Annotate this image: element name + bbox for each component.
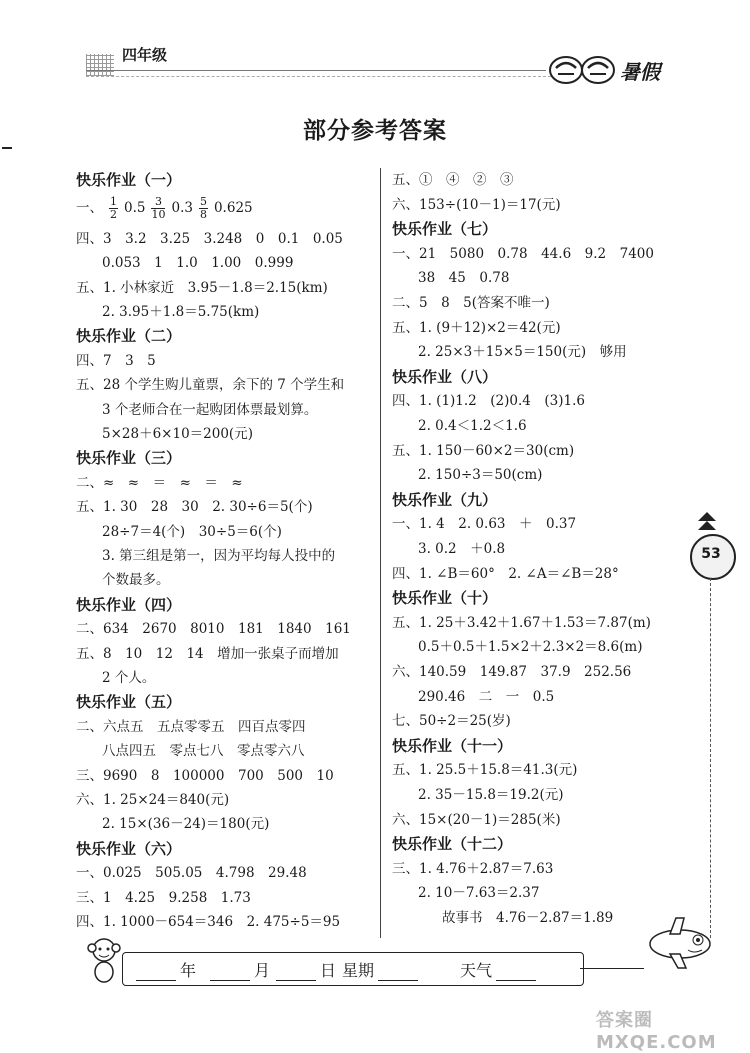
answer-line: 四、7 3 5 [76, 352, 156, 369]
weather-field[interactable] [460, 958, 540, 981]
answer-line: 一、 $\frac{1}{2}$ 0.5 $\frac{3}{10}$ 0.3 $\frac{5}{8}$ 0.625 [76, 195, 253, 222]
answer-line: 六、153÷(10－1)＝17(元) [392, 196, 561, 213]
answer-line: 八点四五 零点七八 零点零六八 [102, 743, 305, 760]
page-title: 部分参考答案 [303, 118, 447, 144]
column-divider [380, 168, 381, 938]
answer-line: 六、1. 25×24＝840(元) [76, 792, 230, 808]
answer-line: 2. 0.4＜1.2＜1.6 [418, 418, 527, 434]
answer-line: 290.46 二 一 0.5 [418, 688, 555, 705]
weekday-field[interactable] [342, 958, 422, 981]
answer-line: 二、六点五 五点零零五 四百点零四 [76, 718, 306, 735]
weather-label: 天气 [460, 961, 493, 980]
answer-line: 0.5＋0.5＋1.5×2＋2.3×2＝8.6(m) [418, 639, 643, 656]
answer-line: 一、21 5080 0.78 44.6 9.2 7400 [392, 245, 654, 262]
answer-line: 三、9690 8 100000 700 500 10 [76, 767, 334, 784]
answer-line: 2. 10－7.63＝2.37 [418, 885, 540, 902]
answer-line: 三、1 4.25 9.258 1.73 [76, 889, 251, 906]
answer-line: 四、1. (1)1.2 (2)0.4 (3)1.6 [392, 393, 585, 410]
answer-line: 2 个人。 [102, 670, 156, 686]
answer-line: 5×28＋6×10＝200(元) [102, 426, 253, 442]
brand-logo-icon [548, 52, 618, 84]
answer-line: 三、1. 4.76＋2.87＝7.63 [392, 860, 554, 877]
header-grid-ornament [86, 54, 114, 76]
section-heading: 快乐作业（九） [392, 490, 498, 509]
up-arrow-icon [698, 512, 716, 521]
answer-line: 一、0.025 505.05 4.798 29.48 [76, 865, 307, 882]
answer-line: 五、8 10 12 14 增加一张桌子而增加 [76, 645, 339, 662]
footer-rule [580, 968, 644, 969]
up-arrow-icon [698, 521, 716, 530]
answer-line: 五、1. 小林家近 3.95－1.8＝2.15(km) [76, 279, 328, 296]
margin-mark [2, 147, 12, 149]
answer-line: 五、① ④ ② ③ [392, 172, 514, 188]
section-heading: 快乐作业（十） [392, 589, 498, 608]
section-heading: 快乐作业（五） [76, 693, 182, 712]
month-label: 月 [254, 961, 271, 980]
answer-line: 五、28 个学生购儿童票，余下的 7 个学生和 [76, 377, 345, 394]
fraction: $\frac{1}{2}$ [110, 195, 117, 222]
watermark: 答案圈 MXQE.COM [596, 1010, 717, 1053]
answer-line: 五、1. 30 28 30 2. 30÷6＝5(个) [76, 499, 313, 516]
answer-line: 六、140.59 149.87 37.9 252.56 [392, 664, 632, 680]
section-heading: 快乐作业（二） [76, 327, 182, 346]
answer-line: 3. 第三组是第一，因为平均每人投中的 [102, 548, 336, 564]
answer-line: 五、1. (9＋12)×2＝42(元) [392, 319, 561, 336]
section-heading: 快乐作业（十一） [392, 736, 513, 755]
answer-line: 3 个老师合在一起购团体票最划算。 [102, 401, 318, 418]
answer-line: 七、50÷2＝25(岁) [392, 713, 511, 730]
answer-line: 2. 3.95＋1.8＝5.75(km) [102, 304, 260, 320]
answer-line: 五、1. 25.5＋15.8＝41.3(元) [392, 762, 578, 779]
year-label: 年 [180, 961, 197, 980]
answer-line: 五、1. 150－60×2＝30(cm) [392, 442, 575, 459]
weekday-label: 星期 [342, 961, 375, 980]
header-rule-dashed [86, 76, 556, 77]
day-label: 日 [320, 961, 337, 980]
answer-line: 四、1. ∠B＝60° 2. ∠A＝∠B＝28° [392, 565, 619, 582]
answer-line: 2. 15×(36－24)＝180(元) [102, 816, 270, 833]
answer-line: 六、15×(20－1)＝285(米) [392, 811, 561, 828]
answer-line: 四、1. 1000－654＝346 2. 475÷5＝95 [76, 914, 341, 930]
answer-line: 28÷7＝4(个) 30÷5＝6(个) [102, 523, 282, 540]
answer-line: 38 45 0.78 [418, 270, 510, 287]
answer-line: 2. 150÷3＝50(cm) [418, 467, 543, 484]
answer-line: 个数最多。 [102, 572, 170, 589]
answer-line: 0.053 1 1.0 1.00 0.999 [102, 255, 294, 272]
fraction: $\frac{3}{10}$ [151, 195, 166, 222]
answer-line: 故事书 4.76－2.87＝1.89 [442, 910, 614, 926]
airplane-mascot-icon [640, 912, 720, 972]
answer-line: 3. 0.2 ＋0.8 [418, 541, 506, 557]
year-field[interactable] [132, 958, 196, 981]
answer-line: 二、5 8 5(答案不唯一) [392, 295, 550, 311]
header-rule [86, 70, 546, 71]
brand-label: 暑假 [620, 60, 660, 84]
month-field[interactable] [206, 958, 270, 981]
answer-line: 二、634 2670 8010 181 1840 161 [76, 621, 351, 638]
monkey-mascot-icon [84, 934, 124, 984]
answer-line: 一、1. 4 2. 0.63 ＋ 0.37 [392, 516, 577, 533]
answer-line: 四、3 3.2 3.25 3.248 0 0.1 0.05 [76, 230, 343, 247]
page-number: 53 [701, 546, 721, 562]
section-heading: 快乐作业（三） [76, 449, 182, 468]
answer-line: 2. 25×3＋15×5＝150(元) 够用 [418, 344, 627, 361]
section-heading: 快乐作业（十二） [392, 835, 513, 854]
section-heading: 快乐作业（四） [76, 595, 182, 614]
answer-line: 五、1. 25＋3.42＋1.67＋1.53＝7.87(m) [392, 614, 651, 631]
grade-label: 四年级 [122, 46, 168, 64]
day-field[interactable] [272, 958, 336, 981]
section-heading: 快乐作业（六） [76, 839, 182, 858]
section-heading: 快乐作业（八） [392, 367, 498, 386]
answer-line: 二、≈ ≈ ＝ ≈ ＝ ≈ [76, 474, 243, 491]
fraction: $\frac{5}{8}$ [199, 195, 207, 222]
page-tab-line [710, 578, 711, 938]
section-heading: 快乐作业（一） [76, 171, 182, 189]
section-heading: 快乐作业（七） [392, 220, 498, 239]
answer-line: 2. 35－15.8＝19.2(元) [418, 787, 564, 803]
